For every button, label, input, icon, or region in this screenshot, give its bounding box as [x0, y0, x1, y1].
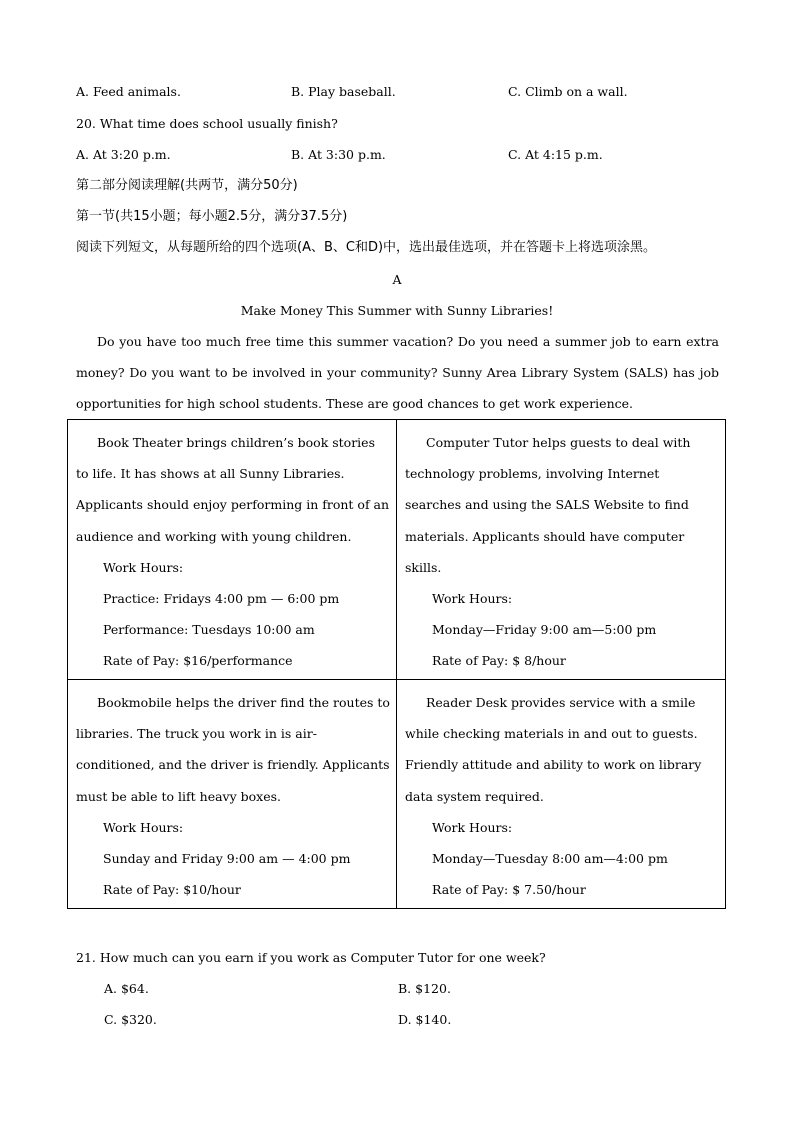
q20-stem: 20. What time does school usually finish?: [76, 116, 338, 131]
job-reader-desk: [405, 687, 717, 905]
job-book-theater: [76, 427, 390, 677]
q20-option-c: C. At 4:15 p.m.: [508, 147, 603, 162]
table-divider-horizontal: [68, 679, 725, 680]
passage-intro: [76, 326, 719, 419]
job-bookmobile-description: Bookmobile helps the driver find the routes to libraries. The truck you work in is air-conditioned, and the driver is friendly. Applicants must be able to lift heavy boxes.: [76, 695, 390, 804]
job-book-theater-practice: Practice: Fridays 4:00 pm — 6:00 pm: [103, 591, 340, 607]
q21-stem: 21. How much can you earn if you work as Computer Tutor for one week?: [76, 950, 546, 965]
q19-option-b: B. Play baseball.: [291, 84, 396, 99]
subsection-title: 第一节(共15小题；每小题2.5分，满分37.5分): [76, 209, 348, 224]
q21-options-row1: [0, 979, 794, 999]
q20-options: [0, 145, 794, 165]
passage-intro-text: Do you have too much free time this summer vacation? Do you need a summer job to earn extra money? Do you want to be involved in your community? Sunny Area Library System (SALS) has job opportunities for high school students. These are good chances to get work experience.: [76, 334, 719, 411]
q21-option-d: D. $140.: [398, 1012, 452, 1027]
job-reader-desk-pay: Rate of Pay: $ 7.50/hour: [432, 882, 586, 898]
q19-option-a: A. Feed animals.: [76, 84, 181, 99]
job-reader-desk-hours: Monday—Tuesday 8:00 am—4:00 pm: [432, 851, 668, 867]
job-computer-tutor: [405, 427, 717, 677]
q21-option-a: A. $64.: [104, 981, 149, 996]
job-book-theater-pay: Rate of Pay: $16/performance: [103, 653, 293, 669]
q19-options: [0, 82, 794, 102]
part-title: 第二部分阅读理解(共两节，满分50分): [76, 178, 298, 193]
section-instruction: 阅读下列短文，从每题所给的四个选项(A、B、C和D)中，选出最佳选项，并在答题卡上将选项涂黑。: [76, 240, 657, 255]
job-book-theater-hours-label: Work Hours:: [103, 559, 184, 575]
job-book-theater-description: Book Theater brings children’s book stories to life. It has shows at all Sunny Libraries. Applicants should enjoy performing in front of an audience and working with young children.: [76, 435, 390, 544]
q19-option-c: C. Climb on a wall.: [508, 84, 628, 99]
job-table: [67, 419, 726, 909]
passage-letter: A: [392, 272, 402, 287]
job-bookmobile-pay: Rate of Pay: $10/hour: [103, 882, 241, 898]
job-book-theater-performance: Performance: Tuesdays 10:00 am: [103, 622, 315, 638]
job-reader-desk-hours-label: Work Hours:: [432, 819, 513, 835]
job-bookmobile: [76, 687, 390, 905]
q20-option-b: B. At 3:30 p.m.: [291, 147, 386, 162]
table-divider-vertical: [396, 420, 397, 908]
q21-option-b: B. $120.: [398, 981, 451, 996]
job-bookmobile-hours-label: Work Hours:: [103, 819, 184, 835]
job-bookmobile-hours: Sunday and Friday 9:00 am — 4:00 pm: [103, 851, 351, 867]
q21-options-row2: [0, 1010, 794, 1030]
passage-title: Make Money This Summer with Sunny Libraries!: [240, 303, 554, 318]
job-computer-tutor-description: Computer Tutor helps guests to deal with technology problems, involving Internet searches and using the SALS Website to find materials. Applicants should have computer skills.: [405, 435, 691, 575]
job-reader-desk-description: Reader Desk provides service with a smile while checking materials in and out to guests. Friendly attitude and ability to work on library data system required.: [405, 695, 702, 804]
job-computer-tutor-pay: Rate of Pay: $ 8/hour: [432, 653, 566, 669]
q20-option-a: A. At 3:20 p.m.: [76, 147, 171, 162]
q21-option-c: C. $320.: [104, 1012, 157, 1027]
job-computer-tutor-hours-label: Work Hours:: [432, 591, 513, 607]
job-computer-tutor-hours: Monday—Friday 9:00 am—5:00 pm: [432, 622, 657, 638]
